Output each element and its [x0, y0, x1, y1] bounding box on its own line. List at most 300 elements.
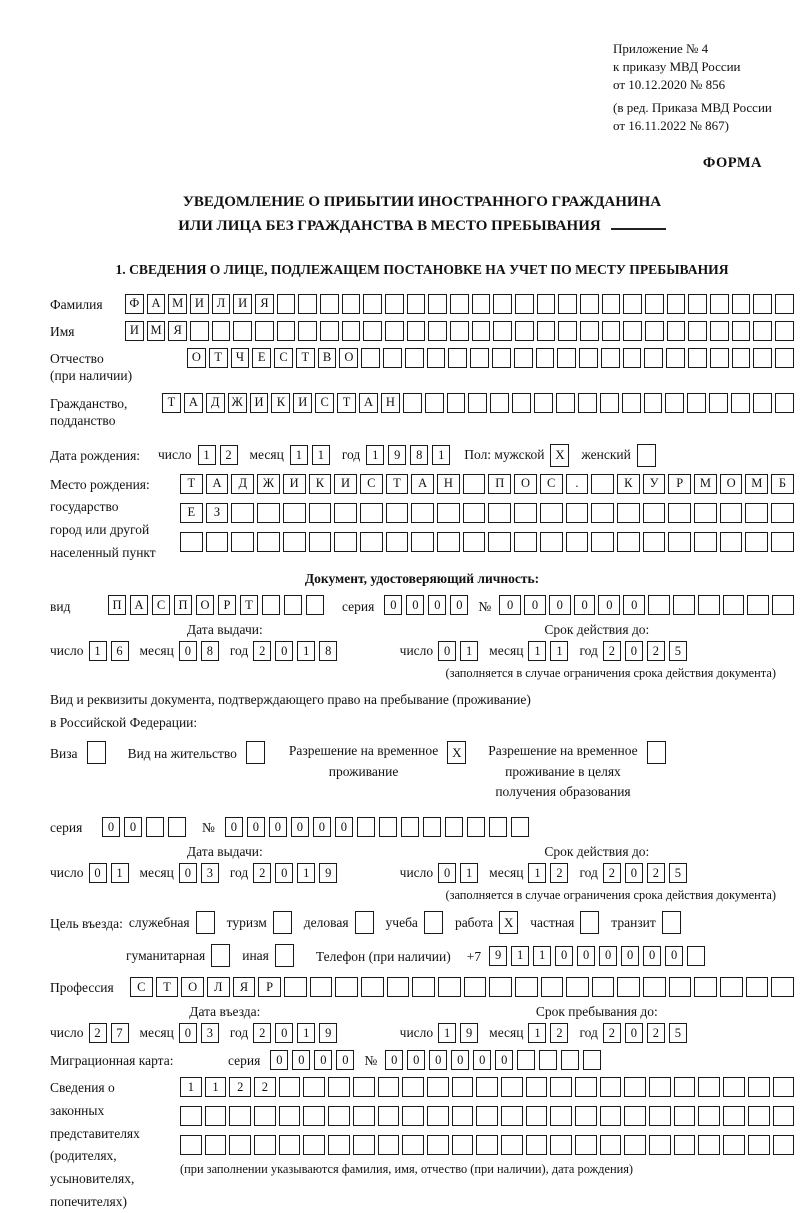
birthplace-cell[interactable]: [540, 503, 563, 523]
birth-year-cell[interactable]: 1: [432, 445, 450, 465]
representative-cell[interactable]: [624, 1077, 646, 1097]
residence-expiry-day-cell[interactable]: 1: [460, 863, 478, 883]
birthplace-cell[interactable]: [591, 532, 614, 552]
birth-month-cell[interactable]: 1: [312, 445, 330, 465]
birthplace-cell[interactable]: [771, 532, 794, 552]
purpose-official-checkbox[interactable]: [196, 911, 215, 934]
doc-number-cell[interactable]: 0: [574, 595, 596, 615]
doc-number-cell[interactable]: 0: [623, 595, 645, 615]
representative-cell[interactable]: [600, 1106, 622, 1126]
profession-cell[interactable]: О: [181, 977, 204, 997]
profession-cell[interactable]: [694, 977, 717, 997]
residence-issue-year-cell[interactable]: 2: [253, 863, 271, 883]
representative-cell[interactable]: [476, 1135, 498, 1155]
doc-series-cell[interactable]: 0: [450, 595, 468, 615]
firstname-cell[interactable]: [493, 321, 512, 341]
birthplace-cell[interactable]: [309, 503, 332, 523]
profession-cell[interactable]: [310, 977, 333, 997]
profession-cell[interactable]: [438, 977, 461, 997]
residence-number-cell[interactable]: 0: [225, 817, 243, 837]
migration-series-cell[interactable]: 0: [314, 1050, 332, 1070]
patronymic-cell[interactable]: [644, 348, 663, 368]
issue-year-cell[interactable]: 0: [275, 641, 293, 661]
entry-year-cell[interactable]: 1: [297, 1023, 315, 1043]
phone-digit-cell[interactable]: 0: [643, 946, 661, 966]
issue-year-cell[interactable]: 2: [253, 641, 271, 661]
citizenship-cell[interactable]: Т: [337, 393, 356, 413]
purpose-humanitarian-checkbox[interactable]: [211, 944, 230, 967]
issue-day-cell[interactable]: 1: [89, 641, 107, 661]
birth-month-cell[interactable]: 1: [290, 445, 308, 465]
firstname-cell[interactable]: [342, 321, 361, 341]
patronymic-cell[interactable]: [427, 348, 446, 368]
doc-kind-cell[interactable]: С: [152, 595, 170, 615]
expiry-day-cell[interactable]: 1: [460, 641, 478, 661]
representative-cell[interactable]: [328, 1106, 350, 1126]
birth-year-cell[interactable]: 9: [388, 445, 406, 465]
birthplace-cell[interactable]: [437, 532, 460, 552]
birthplace-cell[interactable]: [463, 503, 486, 523]
citizenship-cell[interactable]: [512, 393, 531, 413]
profession-cell[interactable]: [617, 977, 640, 997]
firstname-cell[interactable]: И: [125, 321, 144, 341]
surname-cell[interactable]: [450, 294, 469, 314]
representative-cell[interactable]: [723, 1106, 745, 1126]
surname-cell[interactable]: [537, 294, 556, 314]
phone-digit-cell[interactable]: 0: [555, 946, 573, 966]
birthplace-cell[interactable]: [334, 532, 357, 552]
birthplace-cell[interactable]: [591, 503, 614, 523]
profession-cell[interactable]: [464, 977, 487, 997]
representative-cell[interactable]: [378, 1135, 400, 1155]
residence-issue-month-cell[interactable]: 3: [201, 863, 219, 883]
representative-cell[interactable]: [674, 1135, 696, 1155]
firstname-cell[interactable]: [558, 321, 577, 341]
representative-cell[interactable]: [773, 1135, 795, 1155]
birthplace-cell[interactable]: [231, 503, 254, 523]
citizenship-cell[interactable]: А: [359, 393, 378, 413]
representative-cell[interactable]: [452, 1106, 474, 1126]
representative-cell[interactable]: [229, 1135, 251, 1155]
firstname-cell[interactable]: [537, 321, 556, 341]
doc-series-cell[interactable]: 0: [406, 595, 424, 615]
surname-cell[interactable]: Я: [255, 294, 274, 314]
birthplace-cell[interactable]: [206, 532, 229, 552]
residence-number-cell[interactable]: [489, 817, 507, 837]
migration-number-cell[interactable]: [517, 1050, 535, 1070]
migration-number-cell[interactable]: 0: [451, 1050, 469, 1070]
residence-series-cell[interactable]: 0: [124, 817, 142, 837]
representative-cell[interactable]: [550, 1135, 572, 1155]
representative-cell[interactable]: [575, 1106, 597, 1126]
phone-digit-cell[interactable]: 0: [665, 946, 683, 966]
citizenship-cell[interactable]: К: [271, 393, 290, 413]
representative-cell[interactable]: [550, 1077, 572, 1097]
residence-series-cell[interactable]: [146, 817, 164, 837]
representative-cell[interactable]: [205, 1106, 227, 1126]
birthplace-cell[interactable]: К: [617, 474, 640, 494]
patronymic-cell[interactable]: [514, 348, 533, 368]
doc-number-cell[interactable]: [698, 595, 720, 615]
expiry-day-cell[interactable]: 0: [438, 641, 456, 661]
birthplace-cell[interactable]: С: [540, 474, 563, 494]
residence-issue-year-cell[interactable]: 1: [297, 863, 315, 883]
birthplace-cell[interactable]: [488, 503, 511, 523]
profession-cell[interactable]: [387, 977, 410, 997]
purpose-study-checkbox[interactable]: [424, 911, 443, 934]
patronymic-cell[interactable]: [601, 348, 620, 368]
citizenship-cell[interactable]: [556, 393, 575, 413]
profession-cell[interactable]: [541, 977, 564, 997]
representative-cell[interactable]: 2: [254, 1077, 276, 1097]
birthplace-cell[interactable]: [180, 532, 203, 552]
expiry-year-cell[interactable]: 2: [647, 641, 665, 661]
representative-cell[interactable]: [773, 1106, 795, 1126]
patronymic-cell[interactable]: Ч: [231, 348, 250, 368]
birthplace-cell[interactable]: М: [745, 474, 768, 494]
representative-cell[interactable]: [649, 1106, 671, 1126]
citizenship-cell[interactable]: [665, 393, 684, 413]
representative-cell[interactable]: [205, 1135, 227, 1155]
citizenship-cell[interactable]: [447, 393, 466, 413]
citizenship-cell[interactable]: [578, 393, 597, 413]
residence-issue-day-cell[interactable]: 0: [89, 863, 107, 883]
residence-expiry-year-cell[interactable]: 5: [669, 863, 687, 883]
firstname-cell[interactable]: М: [147, 321, 166, 341]
residence-issue-year-cell[interactable]: 9: [319, 863, 337, 883]
migration-number-cell[interactable]: 0: [495, 1050, 513, 1070]
representative-cell[interactable]: 1: [205, 1077, 227, 1097]
birthplace-cell[interactable]: Р: [668, 474, 691, 494]
doc-number-cell[interactable]: 0: [598, 595, 620, 615]
firstname-cell[interactable]: [233, 321, 252, 341]
citizenship-cell[interactable]: Ж: [228, 393, 247, 413]
surname-cell[interactable]: [753, 294, 772, 314]
birthplace-cell[interactable]: К: [309, 474, 332, 494]
expiry-year-cell[interactable]: 5: [669, 641, 687, 661]
representative-cell[interactable]: [427, 1077, 449, 1097]
surname-cell[interactable]: [602, 294, 621, 314]
birth-day-cell[interactable]: 2: [220, 445, 238, 465]
birthplace-cell[interactable]: [617, 503, 640, 523]
surname-cell[interactable]: [688, 294, 707, 314]
surname-cell[interactable]: М: [168, 294, 187, 314]
stay-day-cell[interactable]: 1: [438, 1023, 456, 1043]
surname-cell[interactable]: [645, 294, 664, 314]
birthplace-cell[interactable]: [257, 503, 280, 523]
birthplace-cell[interactable]: С: [360, 474, 383, 494]
doc-series-cell[interactable]: 0: [428, 595, 446, 615]
birthplace-cell[interactable]: [591, 474, 614, 494]
patronymic-cell[interactable]: В: [318, 348, 337, 368]
representative-cell[interactable]: [378, 1106, 400, 1126]
doc-number-cell[interactable]: 0: [499, 595, 521, 615]
firstname-cell[interactable]: [407, 321, 426, 341]
birthplace-cell[interactable]: [668, 532, 691, 552]
stay-year-cell[interactable]: 2: [647, 1023, 665, 1043]
representative-cell[interactable]: [501, 1077, 523, 1097]
representative-cell[interactable]: [748, 1135, 770, 1155]
doc-number-cell[interactable]: [723, 595, 745, 615]
representative-cell[interactable]: 1: [180, 1077, 202, 1097]
surname-cell[interactable]: И: [190, 294, 209, 314]
representative-cell[interactable]: [748, 1077, 770, 1097]
doc-kind-cell[interactable]: [306, 595, 324, 615]
representative-cell[interactable]: [698, 1077, 720, 1097]
representative-cell[interactable]: [427, 1135, 449, 1155]
issue-year-cell[interactable]: 8: [319, 641, 337, 661]
surname-cell[interactable]: [298, 294, 317, 314]
residence-number-cell[interactable]: [445, 817, 463, 837]
residence-expiry-year-cell[interactable]: 2: [647, 863, 665, 883]
birthplace-cell[interactable]: [386, 503, 409, 523]
entry-year-cell[interactable]: 2: [253, 1023, 271, 1043]
birthplace-cell[interactable]: О: [720, 474, 743, 494]
representative-cell[interactable]: [353, 1135, 375, 1155]
citizenship-cell[interactable]: Д: [206, 393, 225, 413]
patronymic-cell[interactable]: [579, 348, 598, 368]
surname-cell[interactable]: [667, 294, 686, 314]
birthplace-cell[interactable]: [283, 503, 306, 523]
birthplace-cell[interactable]: [617, 532, 640, 552]
firstname-cell[interactable]: [710, 321, 729, 341]
representative-cell[interactable]: [526, 1135, 548, 1155]
surname-cell[interactable]: [428, 294, 447, 314]
profession-cell[interactable]: Т: [156, 977, 179, 997]
surname-cell[interactable]: [732, 294, 751, 314]
doc-kind-cell[interactable]: [284, 595, 302, 615]
phone-digit-cell[interactable]: 1: [533, 946, 551, 966]
profession-cell[interactable]: [335, 977, 358, 997]
representative-cell[interactable]: [279, 1106, 301, 1126]
patronymic-cell[interactable]: [470, 348, 489, 368]
birthplace-cell[interactable]: [720, 503, 743, 523]
residence-expiry-year-cell[interactable]: 0: [625, 863, 643, 883]
birthplace-cell[interactable]: [463, 474, 486, 494]
sex-female-checkbox[interactable]: [637, 444, 656, 467]
representative-cell[interactable]: [773, 1077, 795, 1097]
birthplace-cell[interactable]: [231, 532, 254, 552]
representative-cell[interactable]: [550, 1106, 572, 1126]
representative-cell[interactable]: [303, 1135, 325, 1155]
representative-cell[interactable]: [254, 1135, 276, 1155]
representative-cell[interactable]: [624, 1135, 646, 1155]
surname-cell[interactable]: [385, 294, 404, 314]
patronymic-cell[interactable]: [557, 348, 576, 368]
sex-male-checkbox[interactable]: X: [550, 444, 569, 467]
entry-month-cell[interactable]: 3: [201, 1023, 219, 1043]
representative-cell[interactable]: [649, 1135, 671, 1155]
representative-cell[interactable]: [501, 1106, 523, 1126]
representative-cell[interactable]: [649, 1077, 671, 1097]
residence-series-cell[interactable]: [168, 817, 186, 837]
purpose-transit-checkbox[interactable]: [662, 911, 681, 934]
firstname-cell[interactable]: [385, 321, 404, 341]
birthplace-cell[interactable]: [514, 532, 537, 552]
representative-cell[interactable]: 2: [229, 1077, 251, 1097]
firstname-cell[interactable]: [363, 321, 382, 341]
representative-cell[interactable]: [600, 1135, 622, 1155]
representative-cell[interactable]: [303, 1077, 325, 1097]
surname-cell[interactable]: А: [147, 294, 166, 314]
residence-number-cell[interactable]: [357, 817, 375, 837]
migration-number-cell[interactable]: [583, 1050, 601, 1070]
representative-cell[interactable]: [279, 1135, 301, 1155]
representative-cell[interactable]: [328, 1135, 350, 1155]
profession-cell[interactable]: [771, 977, 794, 997]
residence-number-cell[interactable]: 0: [291, 817, 309, 837]
representative-cell[interactable]: [402, 1135, 424, 1155]
representative-cell[interactable]: [279, 1077, 301, 1097]
phone-digit-cell[interactable]: 1: [511, 946, 529, 966]
citizenship-cell[interactable]: [534, 393, 553, 413]
birthplace-cell[interactable]: М: [694, 474, 717, 494]
residence-permit-checkbox[interactable]: [246, 741, 265, 764]
citizenship-cell[interactable]: И: [293, 393, 312, 413]
residence-number-cell[interactable]: 0: [313, 817, 331, 837]
surname-cell[interactable]: [710, 294, 729, 314]
birthplace-cell[interactable]: Д: [231, 474, 254, 494]
residence-expiry-year-cell[interactable]: 2: [603, 863, 621, 883]
issue-day-cell[interactable]: 6: [111, 641, 129, 661]
birthplace-cell[interactable]: З: [206, 503, 229, 523]
birthplace-cell[interactable]: [771, 503, 794, 523]
patronymic-cell[interactable]: [753, 348, 772, 368]
birthplace-cell[interactable]: [386, 532, 409, 552]
firstname-cell[interactable]: [732, 321, 751, 341]
representative-cell[interactable]: [427, 1106, 449, 1126]
representative-cell[interactable]: [254, 1106, 276, 1126]
patronymic-cell[interactable]: [666, 348, 685, 368]
birthplace-cell[interactable]: [488, 532, 511, 552]
issue-month-cell[interactable]: 8: [201, 641, 219, 661]
phone-digit-cell[interactable]: [687, 946, 705, 966]
citizenship-cell[interactable]: [753, 393, 772, 413]
firstname-cell[interactable]: [277, 321, 296, 341]
firstname-cell[interactable]: [255, 321, 274, 341]
citizenship-cell[interactable]: И: [250, 393, 269, 413]
firstname-cell[interactable]: [602, 321, 621, 341]
stay-month-cell[interactable]: 2: [550, 1023, 568, 1043]
citizenship-cell[interactable]: [731, 393, 750, 413]
profession-cell[interactable]: [412, 977, 435, 997]
birthplace-cell[interactable]: [745, 532, 768, 552]
birthplace-cell[interactable]: .: [566, 474, 589, 494]
expiry-year-cell[interactable]: 2: [603, 641, 621, 661]
stay-year-cell[interactable]: 0: [625, 1023, 643, 1043]
firstname-cell[interactable]: [298, 321, 317, 341]
birthplace-cell[interactable]: Б: [771, 474, 794, 494]
representative-cell[interactable]: [575, 1135, 597, 1155]
firstname-cell[interactable]: [515, 321, 534, 341]
birthplace-cell[interactable]: [411, 532, 434, 552]
doc-number-cell[interactable]: [772, 595, 794, 615]
profession-cell[interactable]: [515, 977, 538, 997]
phone-digit-cell[interactable]: 0: [577, 946, 595, 966]
representative-cell[interactable]: [476, 1077, 498, 1097]
birth-year-cell[interactable]: 8: [410, 445, 428, 465]
citizenship-cell[interactable]: [425, 393, 444, 413]
issue-year-cell[interactable]: 1: [297, 641, 315, 661]
residence-issue-year-cell[interactable]: 0: [275, 863, 293, 883]
doc-number-cell[interactable]: [747, 595, 769, 615]
firstname-cell[interactable]: [667, 321, 686, 341]
residence-number-cell[interactable]: 0: [247, 817, 265, 837]
representative-cell[interactable]: [402, 1106, 424, 1126]
representative-cell[interactable]: [723, 1135, 745, 1155]
residence-number-cell[interactable]: [467, 817, 485, 837]
residence-number-cell[interactable]: 0: [269, 817, 287, 837]
profession-cell[interactable]: [720, 977, 743, 997]
patronymic-cell[interactable]: [448, 348, 467, 368]
representative-cell[interactable]: [328, 1077, 350, 1097]
birthplace-cell[interactable]: О: [514, 474, 537, 494]
entry-year-cell[interactable]: 9: [319, 1023, 337, 1043]
stay-year-cell[interactable]: 2: [603, 1023, 621, 1043]
citizenship-cell[interactable]: [775, 393, 794, 413]
stay-year-cell[interactable]: 5: [669, 1023, 687, 1043]
representative-cell[interactable]: [402, 1077, 424, 1097]
doc-kind-cell[interactable]: А: [130, 595, 148, 615]
citizenship-cell[interactable]: [490, 393, 509, 413]
patronymic-cell[interactable]: С: [274, 348, 293, 368]
residence-number-cell[interactable]: [379, 817, 397, 837]
birthplace-cell[interactable]: И: [334, 474, 357, 494]
migration-number-cell[interactable]: 0: [407, 1050, 425, 1070]
representative-cell[interactable]: [303, 1106, 325, 1126]
representative-cell[interactable]: [698, 1135, 720, 1155]
residence-issue-month-cell[interactable]: 0: [179, 863, 197, 883]
patronymic-cell[interactable]: [361, 348, 380, 368]
birthplace-cell[interactable]: [668, 503, 691, 523]
birthplace-cell[interactable]: [694, 532, 717, 552]
birthplace-cell[interactable]: А: [206, 474, 229, 494]
firstname-cell[interactable]: [623, 321, 642, 341]
birthplace-cell[interactable]: Ж: [257, 474, 280, 494]
surname-cell[interactable]: [623, 294, 642, 314]
profession-cell[interactable]: [566, 977, 589, 997]
surname-cell[interactable]: [493, 294, 512, 314]
citizenship-cell[interactable]: А: [184, 393, 203, 413]
birthplace-cell[interactable]: [514, 503, 537, 523]
temp-permit-checkbox[interactable]: X: [447, 741, 466, 764]
birthplace-cell[interactable]: [411, 503, 434, 523]
citizenship-cell[interactable]: [709, 393, 728, 413]
representative-cell[interactable]: [624, 1106, 646, 1126]
birthplace-cell[interactable]: [257, 532, 280, 552]
doc-kind-cell[interactable]: Т: [240, 595, 258, 615]
surname-cell[interactable]: [775, 294, 794, 314]
migration-series-cell[interactable]: 0: [270, 1050, 288, 1070]
representative-cell[interactable]: [723, 1077, 745, 1097]
profession-cell[interactable]: [284, 977, 307, 997]
patronymic-cell[interactable]: [688, 348, 707, 368]
profession-cell[interactable]: [361, 977, 384, 997]
birthplace-cell[interactable]: [566, 503, 589, 523]
firstname-cell[interactable]: [212, 321, 231, 341]
profession-cell[interactable]: [592, 977, 615, 997]
entry-day-cell[interactable]: 2: [89, 1023, 107, 1043]
representative-cell[interactable]: [575, 1077, 597, 1097]
birthplace-cell[interactable]: [720, 532, 743, 552]
representative-cell[interactable]: [180, 1135, 202, 1155]
firstname-cell[interactable]: [775, 321, 794, 341]
doc-number-cell[interactable]: [673, 595, 695, 615]
citizenship-cell[interactable]: [644, 393, 663, 413]
profession-cell[interactable]: [746, 977, 769, 997]
purpose-business-checkbox[interactable]: [355, 911, 374, 934]
entry-month-cell[interactable]: 0: [179, 1023, 197, 1043]
